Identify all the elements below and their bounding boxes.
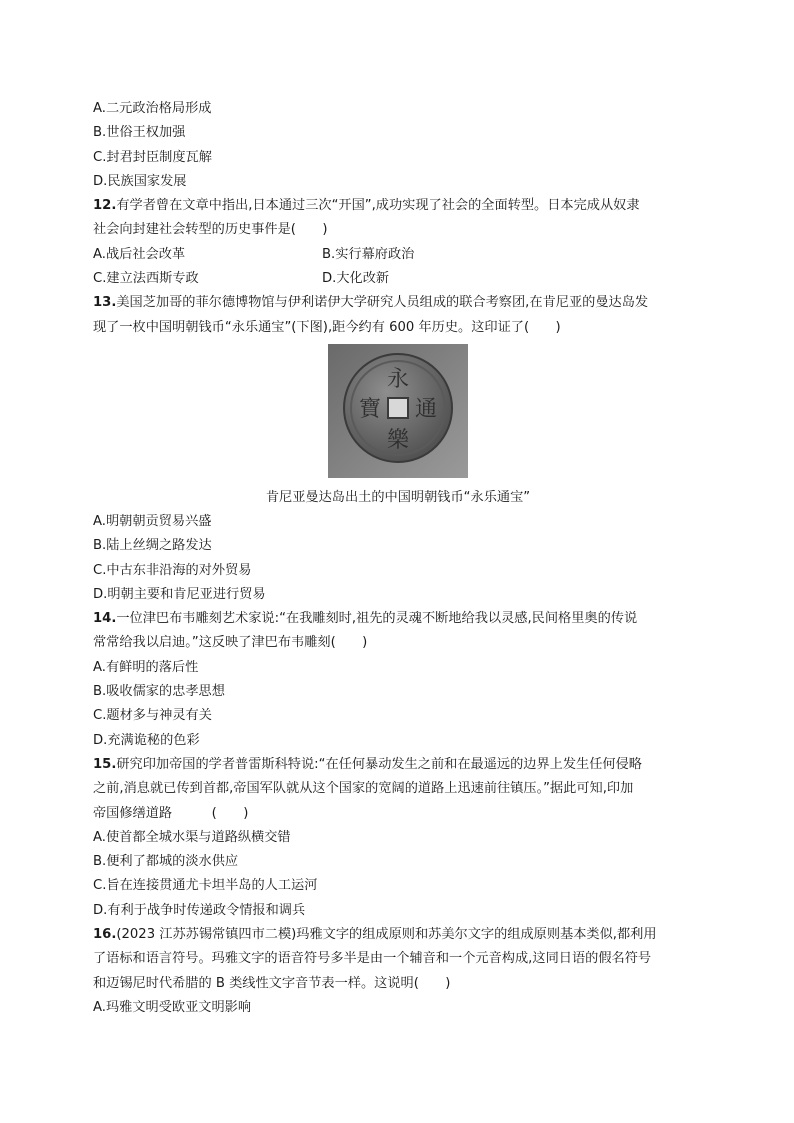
q13-option-c: C.中古东非沿海的对外贸易 bbox=[93, 562, 252, 578]
q14-stem-line-2: 常常给我以启迪。”这反映了津巴布韦雕刻( ) bbox=[93, 635, 368, 651]
q11-option-c: C.封君封臣制度瓦解 bbox=[93, 149, 212, 165]
q12-stem-line-2: 社会向封建社会转型的历史事件是( ) bbox=[93, 222, 328, 238]
q15-option-a: A.使首都全城水渠与道路纵横交错 bbox=[93, 829, 291, 845]
coin-photo bbox=[328, 344, 468, 478]
q15-option-b: B.便利了都城的淡水供应 bbox=[93, 854, 239, 870]
q12-option-b: B.实行幕府政治 bbox=[322, 246, 415, 262]
page-content bbox=[93, 97, 703, 1020]
q16-stem-line-1: 16.(2023 江苏苏锡常镇四市二模)玛雅文字的组成原则和苏美尔文字的组成原则基本类似,都利用 bbox=[93, 927, 657, 943]
question-16 bbox=[93, 923, 703, 1020]
question-14 bbox=[93, 607, 703, 753]
q15-stem-line-3: 帝国修缮道路 ( ) bbox=[93, 805, 249, 821]
q14-option-c: C.题材多与神灵有关 bbox=[93, 708, 212, 724]
q16-stem-line-2: 了语标和语言符号。玛雅文字的语音符号多半是由一个辅音和一个元音构成,这同日语的假名符号 bbox=[93, 951, 652, 967]
q16-number: 16. bbox=[93, 927, 117, 943]
q15-option-c: C.旨在连接贯通尤卡坦半岛的人工运河 bbox=[93, 878, 318, 894]
q14-number: 14. bbox=[93, 611, 117, 627]
q14-stem-line-1: 14.一位津巴布韦雕刻艺术家说:“在我雕刻时,祖先的灵魂不断地给我以灵感,民间格里奥的传说 bbox=[93, 611, 638, 627]
question-11-options bbox=[93, 97, 703, 194]
q13-option-a: A.明朝朝贡贸易兴盛 bbox=[93, 513, 212, 529]
question-13 bbox=[93, 291, 703, 607]
q15-stem-line-1: 15.研究印加帝国的学者普雷斯科特说:“在任何暴动发生之前和在最遥远的边界上发生任何侵略 bbox=[93, 756, 642, 772]
coin-char-left: 寶 bbox=[358, 396, 382, 422]
q15-number: 15. bbox=[93, 756, 117, 772]
q15-stem-line-2: 之前,消息就已传到首都,帝国军队就从这个国家的宽阔的道路上迅速前往镇压。”据此可知,印加 bbox=[93, 781, 634, 797]
q11-option-b: B.世俗王权加强 bbox=[93, 125, 186, 141]
q13-number: 13. bbox=[93, 295, 117, 311]
q14-option-b: B.吸收儒家的忠孝思想 bbox=[93, 684, 225, 700]
q11-option-d: D.民族国家发展 bbox=[93, 173, 187, 189]
coin-char-right: 通 bbox=[414, 396, 438, 422]
q14-option-a: A.有鲜明的落后性 bbox=[93, 659, 199, 675]
question-12 bbox=[93, 194, 703, 291]
q12-stem-line-1: 12.有学者曾在文章中指出,日本通过三次“开国”,成功实现了社会的全面转型。日本完成从奴隶 bbox=[93, 198, 640, 214]
q13-option-b: B.陆上丝绸之路发达 bbox=[93, 538, 212, 554]
coin-char-top: 永 bbox=[386, 366, 410, 392]
q12-option-c: C.建立法西斯专政 bbox=[93, 271, 199, 287]
q14-option-d: D.充满诡秘的色彩 bbox=[93, 732, 200, 748]
q11-option-a: A.二元政治格局形成 bbox=[93, 101, 212, 116]
q13-option-d: D.明朝主要和肯尼亚进行贸易 bbox=[93, 586, 266, 602]
q12-number: 12. bbox=[93, 198, 117, 214]
question-15 bbox=[93, 753, 703, 923]
q16-option-a: A.玛雅文明受欧亚文明影响 bbox=[93, 999, 252, 1015]
coin-char-bottom: 樂 bbox=[386, 427, 410, 453]
coin-caption: 肯尼亚曼达岛出土的中国明朝钱币“永乐通宝” bbox=[265, 489, 531, 505]
q15-option-d: D.有利于战争时传递政令情报和调兵 bbox=[93, 902, 306, 918]
q12-options-row-1 bbox=[93, 243, 703, 267]
q12-option-a: A.战后社会改革 bbox=[93, 246, 186, 262]
q13-stem-line-1: 13.美国芝加哥的菲尔德博物馆与伊利诺伊大学研究人员组成的联合考察团,在肯尼亚的曼达岛发 bbox=[93, 295, 649, 311]
coin-figure bbox=[93, 344, 703, 478]
q12-option-d: D.大化改新 bbox=[322, 271, 390, 287]
q16-stem-line-3: 和迈锡尼时代希腊的 B 类线性文字音节表一样。这说明( ) bbox=[93, 975, 451, 991]
q13-stem-line-2: 现了一枚中国明朝钱币“永乐通宝”(下图),距今约有 600 年历史。这印证了( ) bbox=[93, 319, 561, 335]
q12-options-row-2 bbox=[93, 267, 703, 291]
